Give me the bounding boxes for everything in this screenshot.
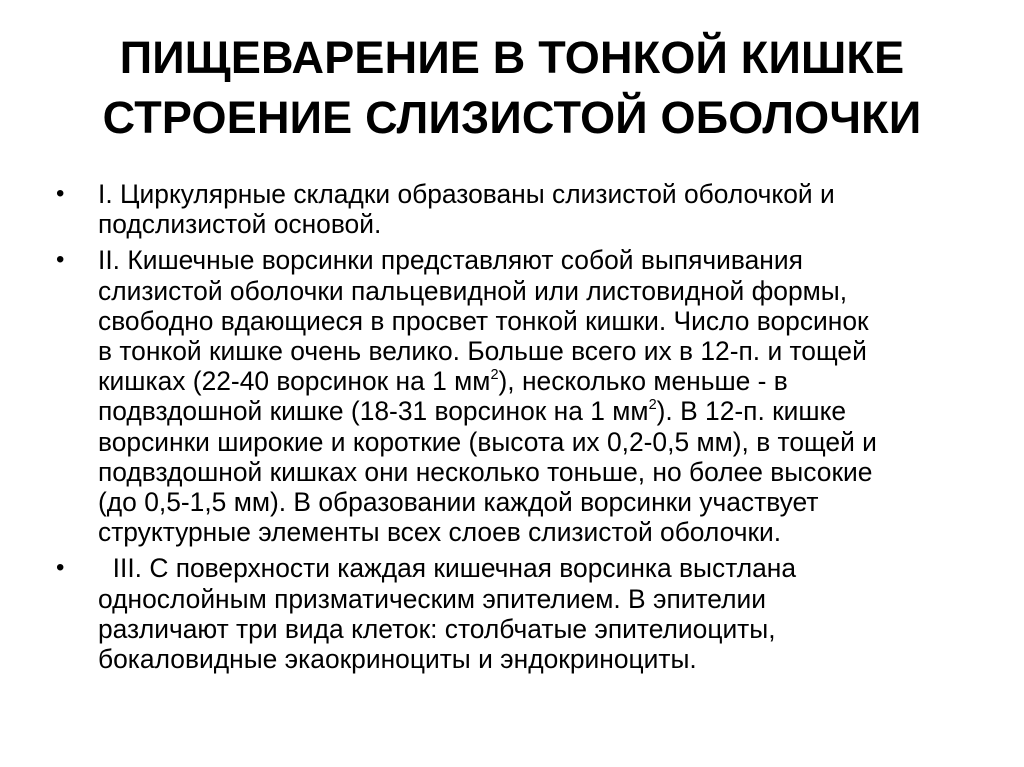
bullet-item-3 <box>56 553 976 674</box>
bullet-marker: • <box>56 246 65 274</box>
line-text: кишках (22-40 ворсинок на 1 мм <box>98 366 491 397</box>
bullet-line: ворсинки широкие и короткие (высота их 0,2-0,5 мм), в тощей и <box>98 426 877 457</box>
bullet-line <box>98 366 976 396</box>
bullet-marker: • <box>56 180 65 207</box>
line-text: ), несколько меньше - в <box>498 366 788 397</box>
bullet-line: II. Кишечные ворсинки представляют собой выпячивания <box>98 245 803 276</box>
bullet-line: подвздошной кишках они несколько тоньше, но более высокие <box>98 456 873 487</box>
bullet-line: слизистой оболочки пальцевидной или листовидной формы, <box>98 275 848 306</box>
bullet-line: в тонкой кишке очень велико. Больше всего их в 12-п. и тощей <box>98 336 867 367</box>
bullet-line: (до 0,5-1,5 мм). В образовании каждой ворсинки участвует <box>98 487 819 518</box>
bullet-item-1 <box>56 179 976 239</box>
bullet-line: I. Циркулярные складки образованы слизистой оболочкой и <box>98 179 835 209</box>
bullet-item-2 <box>56 245 976 547</box>
bullet-list <box>56 179 976 680</box>
bullet-line: однослойным призматическим эпителием. В эпителии <box>98 583 766 614</box>
bullet-line: структурные элементы всех слоев слизистой оболочки. <box>98 517 782 548</box>
bullet-line: свободно вдающиеся в просвет тонкой кишки. Число ворсинок <box>98 305 869 336</box>
slide-title <box>40 28 984 148</box>
line-text: подвздошной кишке (18-31 ворсинок на 1 мм <box>98 396 649 427</box>
superscript: 2 <box>648 397 657 414</box>
bullet-line: подслизистой основой. <box>98 209 382 240</box>
superscript: 2 <box>490 367 499 384</box>
bullet-marker: • <box>56 554 65 582</box>
bullet-line: III. С поверхности каждая кишечная ворсинка выстлана <box>98 553 797 584</box>
title-line-2: СТРОЕНИЕ СЛИЗИСТОЙ ОБОЛОЧКИ <box>102 92 922 143</box>
bullet-line: различают три вида клеток: столбчатые эпителиоциты, <box>98 613 776 644</box>
bullet-line: бокаловидные экаокриноциты и эндокриноциты. <box>98 644 697 675</box>
title-line-1: ПИЩЕВАРЕНИЕ В ТОНКОЙ КИШКЕ <box>119 32 905 83</box>
line-text: ). В 12-п. кишке <box>656 396 847 427</box>
bullet-line <box>98 396 976 426</box>
